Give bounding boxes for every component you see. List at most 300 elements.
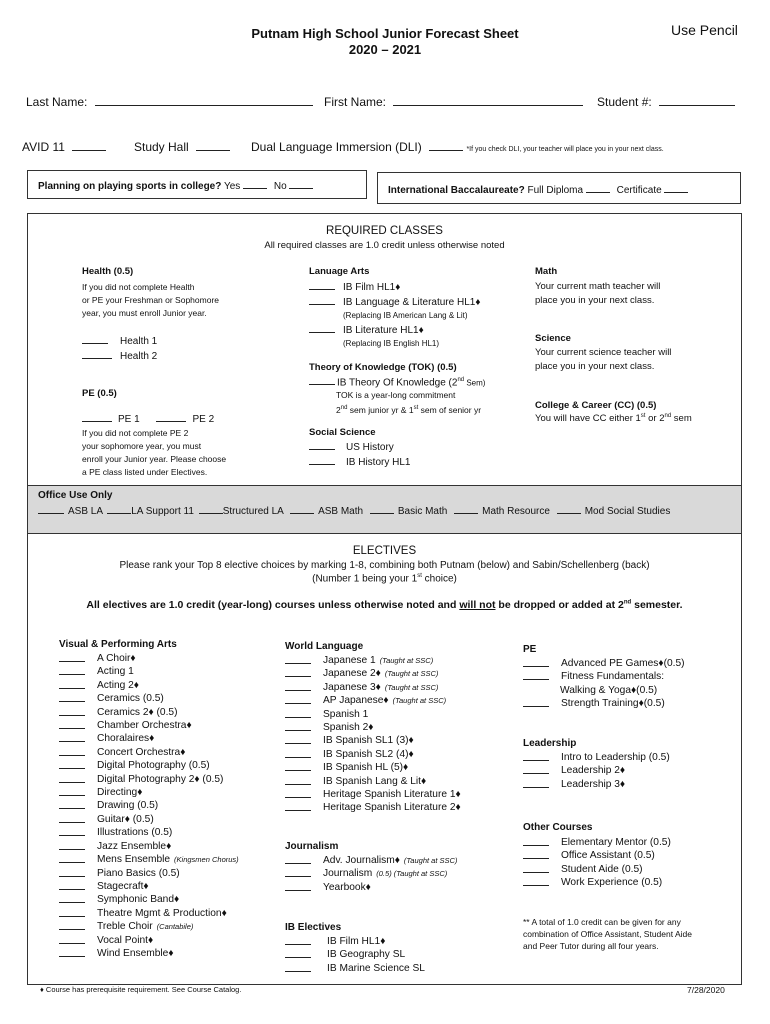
health-note bbox=[82, 281, 219, 320]
journalism-note: (Taught at SSC) bbox=[403, 856, 458, 865]
ib-full-label: Full Diploma bbox=[527, 185, 584, 196]
leadership-label: Intro to Leadership (0.5) bbox=[561, 752, 670, 763]
sports-box bbox=[27, 170, 367, 199]
electives-instr-part: choice) bbox=[421, 573, 457, 585]
electives-instr-part: (Number 1 being your 1 bbox=[312, 573, 418, 585]
other-item bbox=[523, 863, 671, 876]
vpa-rank-field[interactable] bbox=[59, 867, 85, 877]
ib-box bbox=[377, 172, 741, 204]
vpa-label: Guitar♦ (0.5) bbox=[97, 813, 154, 825]
health-note-line: year, you must enroll Junior year. bbox=[82, 308, 207, 318]
leadership-item bbox=[523, 778, 670, 791]
la-title: Lanuage Arts bbox=[309, 266, 370, 277]
vpa-label: Theatre Mgmt & Production♦ bbox=[97, 907, 227, 919]
wl-item bbox=[285, 694, 461, 707]
wl-item bbox=[285, 667, 461, 680]
wl-note: (Taught at SSC) bbox=[379, 656, 434, 665]
journalism-rank-field[interactable] bbox=[285, 854, 311, 864]
wl-list bbox=[285, 654, 461, 815]
vpa-rank-field[interactable] bbox=[59, 665, 85, 675]
wl-label: Japanese 2♦ bbox=[323, 668, 381, 680]
electives-instr-1: Please rank your Top 8 elective choices by marking 1-8, combining both Putnam (below) and Sabin/Schellenberg (back) bbox=[119, 560, 650, 571]
wl-item bbox=[285, 788, 461, 801]
other-item bbox=[523, 849, 671, 862]
math-note bbox=[535, 280, 660, 307]
vpa-rank-field[interactable] bbox=[59, 947, 85, 957]
vpa-item bbox=[59, 867, 239, 880]
vpa-label: Piano Basics (0.5) bbox=[97, 867, 180, 879]
ib-full-field[interactable] bbox=[586, 183, 610, 193]
vpa-item bbox=[59, 853, 239, 866]
math-note-line: Your current math teacher will bbox=[535, 281, 661, 292]
first-name-row bbox=[324, 95, 583, 109]
vpa-label: Illustrations (0.5) bbox=[97, 827, 173, 839]
ib-cert-field[interactable] bbox=[664, 183, 688, 193]
dli-note: *If you check DLI, your teacher will place you in your next class. bbox=[466, 146, 664, 153]
vpa-label: Chamber Orchestra♦ bbox=[97, 720, 192, 732]
basic-math-field[interactable] bbox=[370, 504, 394, 514]
journalism-label: Yearbook♦ bbox=[323, 881, 371, 893]
sports-yes-field[interactable] bbox=[243, 179, 267, 189]
journalism-title: Journalism bbox=[285, 841, 339, 852]
wl-label: IB Spanish SL1 (3)♦ bbox=[323, 735, 414, 747]
la-langlit-label: IB Language & Literature HL1♦ bbox=[343, 296, 481, 308]
wl-rank-field[interactable] bbox=[285, 667, 311, 677]
other-list bbox=[523, 836, 671, 890]
wl-note: (Taught at SSC) bbox=[384, 682, 439, 692]
health-2-field[interactable] bbox=[82, 349, 112, 359]
health-note-line: or PE your Freshman or Sophomore bbox=[82, 295, 220, 305]
vpa-list bbox=[59, 652, 239, 960]
vpa-item bbox=[59, 665, 239, 678]
avid-row bbox=[22, 140, 106, 154]
leadership-list bbox=[523, 751, 670, 791]
ss-options bbox=[309, 440, 410, 470]
vpa-item bbox=[59, 826, 239, 839]
wl-rank-field[interactable] bbox=[285, 734, 311, 744]
wl-rank-field[interactable] bbox=[285, 708, 311, 718]
wl-label: Japanese 1 bbox=[323, 655, 376, 666]
dli-field[interactable] bbox=[429, 141, 463, 151]
vpa-rank-field[interactable] bbox=[59, 934, 85, 944]
la-support-label: LA Support 11 bbox=[131, 506, 194, 517]
ib-elective-label: IB Marine Science SL bbox=[327, 962, 425, 974]
vpa-rank-field[interactable] bbox=[59, 679, 85, 689]
wl-item bbox=[285, 708, 461, 721]
science-note-line: Your current science teacher will bbox=[535, 347, 672, 358]
tok-note-2-sup: st bbox=[413, 405, 419, 412]
vpa-label: Wind Ensemble♦ bbox=[97, 947, 174, 959]
sports-row bbox=[38, 179, 313, 192]
vpa-rank-field[interactable] bbox=[59, 692, 85, 702]
wl-note: (Taught at SSC) bbox=[392, 696, 447, 706]
pe-note-line: a PE class listed under Electives. bbox=[82, 467, 208, 477]
wl-rank-field[interactable] bbox=[285, 788, 311, 798]
math-resource-field[interactable] bbox=[454, 504, 478, 514]
wl-label: Heritage Spanish Literature 2♦ bbox=[323, 802, 461, 814]
vpa-rank-field[interactable] bbox=[59, 706, 85, 716]
wl-rank-field[interactable] bbox=[285, 748, 311, 758]
wl-title: World Language bbox=[285, 641, 364, 652]
wl-label: Spanish 2♦ bbox=[323, 722, 374, 734]
student-number-field[interactable] bbox=[659, 96, 735, 106]
wl-rank-field[interactable] bbox=[285, 801, 311, 811]
other-item bbox=[523, 876, 671, 889]
study-hall-row bbox=[134, 140, 230, 154]
other-rank-field[interactable] bbox=[523, 863, 549, 873]
page-title: Putnam High School Junior Forecast Sheet bbox=[251, 26, 519, 41]
vpa-rank-field[interactable] bbox=[59, 746, 85, 756]
vpa-rank-field[interactable] bbox=[59, 786, 85, 796]
wl-label: Spanish 1 bbox=[323, 708, 369, 720]
leadership-rank-field[interactable] bbox=[523, 764, 549, 774]
structured-la-label: Structured LA bbox=[222, 506, 284, 517]
journalism-list bbox=[285, 854, 457, 894]
wl-item bbox=[285, 761, 461, 774]
la-langlit-field[interactable] bbox=[309, 295, 335, 305]
wl-item bbox=[285, 681, 461, 694]
other-label: Work Experience (0.5) bbox=[561, 877, 663, 889]
mod-social-label: Mod Social Studies bbox=[584, 506, 671, 517]
vpa-note: (Cantabile) bbox=[156, 922, 194, 932]
vpa-rank-field[interactable] bbox=[59, 652, 85, 662]
mod-social-field[interactable] bbox=[557, 504, 581, 514]
cc-note-sup: nd bbox=[664, 413, 672, 419]
vpa-item bbox=[59, 907, 239, 920]
other-note-line: combination of Office Assistant, Student Aide bbox=[523, 929, 692, 939]
us-history-label: US History bbox=[346, 442, 394, 453]
office-title: Office Use Only bbox=[38, 490, 113, 501]
other-rank-field[interactable] bbox=[523, 876, 549, 886]
sports-no-field[interactable] bbox=[289, 179, 313, 189]
health-note-line: If you did not complete Health bbox=[82, 282, 195, 292]
avid-field[interactable] bbox=[72, 141, 106, 151]
wl-label: IB Spanish Lang & Lit♦ bbox=[323, 775, 427, 787]
first-name-field[interactable] bbox=[393, 96, 583, 106]
vpa-note: (Kingsmen Chorus) bbox=[174, 855, 239, 865]
vpa-rank-field[interactable] bbox=[59, 719, 85, 729]
ss-title: Social Science bbox=[309, 427, 376, 438]
asb-la-label: ASB LA bbox=[68, 506, 103, 517]
first-name-label: First Name: bbox=[324, 95, 387, 109]
wl-item bbox=[285, 654, 461, 667]
la-film-label: IB Film HL1♦ bbox=[343, 282, 401, 293]
vpa-label: Mens Ensemble bbox=[97, 854, 171, 866]
structured-la-field[interactable] bbox=[199, 504, 223, 514]
vpa-item bbox=[59, 880, 239, 893]
vpa-label: Directing♦ bbox=[97, 787, 143, 799]
electives-rule-part: semester. bbox=[631, 599, 683, 611]
required-title: REQUIRED CLASSES bbox=[326, 225, 443, 237]
journalism-label: Adv. Journalism♦ bbox=[323, 855, 400, 866]
wl-rank-field[interactable] bbox=[285, 761, 311, 771]
vpa-label: Jazz Ensemble♦ bbox=[97, 840, 172, 852]
health-options bbox=[82, 334, 157, 364]
vpa-label: Acting 1 bbox=[97, 666, 134, 678]
journalism-item bbox=[285, 881, 457, 894]
journalism-item bbox=[285, 854, 457, 867]
vpa-rank-field[interactable] bbox=[59, 826, 85, 836]
vpa-item bbox=[59, 679, 239, 692]
wl-label: Heritage Spanish Literature 1♦ bbox=[323, 789, 461, 801]
other-note-line: and Peer Tutor during all four years. bbox=[523, 941, 659, 951]
tok-field[interactable] bbox=[309, 375, 335, 385]
pe-elective-field[interactable] bbox=[523, 670, 549, 680]
vpa-label: Digital Photography (0.5) bbox=[97, 760, 210, 772]
cc-note-part: sem bbox=[671, 413, 692, 425]
vpa-label: Drawing (0.5) bbox=[97, 800, 159, 812]
ib-elective-label: IB Film HL1♦ bbox=[327, 936, 386, 947]
journalism-rank-field[interactable] bbox=[285, 881, 311, 891]
asb-la-field[interactable] bbox=[38, 504, 64, 514]
la-options bbox=[309, 280, 480, 351]
leadership-item bbox=[523, 751, 670, 764]
la-support-field[interactable] bbox=[107, 504, 131, 514]
tok-label: IB Theory Of Knowledge (2 bbox=[337, 377, 458, 389]
electives-rule-part: All electives are 1.0 credit (year-long) courses unless otherwise noted and bbox=[86, 599, 460, 611]
tok-note-2 bbox=[309, 402, 485, 417]
other-label: Student Aide (0.5) bbox=[561, 863, 643, 875]
ib-elective-field[interactable] bbox=[285, 948, 311, 958]
sports-no-label: No bbox=[273, 181, 287, 192]
office-items bbox=[38, 504, 670, 517]
vpa-rank-field[interactable] bbox=[59, 732, 85, 742]
pe-elective-label-cont: Walking & Yoga♦(0.5) bbox=[560, 684, 658, 696]
other-label: Elementary Mentor (0.5) bbox=[561, 837, 671, 848]
tok-note-2-part: 2 bbox=[336, 405, 341, 416]
vpa-item bbox=[59, 706, 239, 719]
sports-yes-label: Yes bbox=[223, 181, 241, 192]
la-lit-label: IB Literature HL1♦ bbox=[343, 324, 424, 336]
tok-title: Theory of Knowledge (TOK) (0.5) bbox=[309, 362, 457, 373]
study-hall-field[interactable] bbox=[196, 141, 230, 151]
vpa-label: Choralaires♦ bbox=[97, 733, 155, 745]
vpa-item bbox=[59, 813, 239, 826]
dli-row bbox=[251, 140, 664, 154]
vpa-item bbox=[59, 652, 239, 665]
footer-date: 7/28/2020 bbox=[687, 985, 725, 995]
vpa-label: Ceramics (0.5) bbox=[97, 693, 164, 705]
science-title: Science bbox=[535, 333, 571, 344]
vpa-item bbox=[59, 840, 239, 853]
tok-options bbox=[309, 374, 485, 417]
tok-note-1: TOK is a year-long commitment bbox=[336, 390, 456, 401]
avid-label: AVID 11 bbox=[22, 140, 65, 154]
la-note-1: (Replacing IB American Lang & Lit) bbox=[343, 311, 468, 320]
pe-note-line: enroll your Junior year. Please choose bbox=[82, 454, 227, 464]
pe-elective-label: Fitness Fundamentals: bbox=[561, 671, 665, 683]
science-note bbox=[535, 346, 671, 373]
cc-note-part: You will have CC either 1 bbox=[535, 413, 641, 425]
vpa-item bbox=[59, 759, 239, 772]
vpa-label: Acting 2♦ bbox=[97, 679, 140, 691]
leadership-rank-field[interactable] bbox=[523, 778, 549, 788]
la-lit-field[interactable] bbox=[309, 323, 335, 333]
pe-2-field[interactable] bbox=[156, 412, 186, 422]
pe-note bbox=[82, 427, 226, 479]
last-name-label: Last Name: bbox=[26, 95, 88, 109]
basic-math-label: Basic Math bbox=[397, 506, 448, 517]
wl-item bbox=[285, 801, 461, 814]
ib-elective-field[interactable] bbox=[285, 962, 311, 972]
wl-rank-field[interactable] bbox=[285, 681, 311, 691]
wl-item bbox=[285, 748, 461, 761]
math-title: Math bbox=[535, 266, 558, 277]
student-number-row bbox=[597, 95, 735, 109]
ib-row bbox=[388, 183, 688, 196]
pe-electives-list bbox=[523, 657, 685, 711]
vpa-rank-field[interactable] bbox=[59, 799, 85, 809]
ib-electives-title: IB Electives bbox=[285, 922, 342, 933]
ib-history-label: IB History HL1 bbox=[346, 457, 411, 468]
vpa-item bbox=[59, 732, 239, 745]
dli-label: Dual Language Immersion (DLI) bbox=[251, 140, 422, 154]
journalism-note: (0.5) (Taught at SSC) bbox=[376, 869, 448, 879]
school-year: 2020 – 2021 bbox=[348, 42, 422, 57]
wl-item bbox=[285, 734, 461, 747]
health-2-label: Health 2 bbox=[120, 351, 158, 362]
electives-instr-sup: st bbox=[417, 573, 422, 579]
vpa-item bbox=[59, 947, 239, 960]
study-hall-label: Study Hall bbox=[134, 140, 189, 154]
vpa-rank-field[interactable] bbox=[59, 907, 85, 917]
asb-math-label: ASB Math bbox=[318, 506, 364, 517]
vpa-label: Concert Orchestra♦ bbox=[97, 746, 186, 758]
other-rank-field[interactable] bbox=[523, 849, 549, 859]
other-rank-field[interactable] bbox=[523, 836, 549, 846]
vpa-rank-field[interactable] bbox=[59, 840, 85, 850]
wl-rank-field[interactable] bbox=[285, 654, 311, 664]
pe-2-label: PE 2 bbox=[192, 414, 215, 425]
cc-note bbox=[535, 413, 692, 424]
vpa-label: Vocal Point♦ bbox=[97, 934, 154, 946]
other-note-line: ** A total of 1.0 credit can be given for any bbox=[523, 917, 681, 927]
vpa-item bbox=[59, 786, 239, 799]
vpa-label: Stagecraft♦ bbox=[97, 880, 149, 892]
electives-rule-part: be dropped or added at 2 bbox=[495, 599, 624, 611]
pe-options bbox=[82, 412, 214, 425]
last-name-field[interactable] bbox=[95, 96, 313, 106]
other-label: Office Assistant (0.5) bbox=[561, 850, 655, 862]
pe-elective-field[interactable] bbox=[523, 697, 549, 707]
pe-elective-label: Advanced PE Games♦(0.5) bbox=[561, 658, 685, 669]
vpa-rank-field[interactable] bbox=[59, 773, 85, 783]
electives-rule-sup: nd bbox=[623, 599, 632, 606]
vpa-rank-field[interactable] bbox=[59, 813, 85, 823]
journalism-item bbox=[285, 867, 457, 880]
vpa-item bbox=[59, 799, 239, 812]
tok-note-2-part: sem junior yr & 1 bbox=[347, 405, 414, 416]
wl-label: IB Spanish SL2 (4)♦ bbox=[323, 748, 414, 760]
leadership-item bbox=[523, 764, 670, 777]
vpa-rank-field[interactable] bbox=[59, 893, 85, 903]
required-subtitle: All required classes are 1.0 credit unless otherwise noted bbox=[264, 240, 505, 251]
health-1-field[interactable] bbox=[82, 334, 108, 344]
journalism-rank-field[interactable] bbox=[285, 867, 311, 877]
vpa-item bbox=[59, 920, 239, 933]
other-note bbox=[523, 916, 692, 952]
vpa-item bbox=[59, 773, 239, 786]
wl-item bbox=[285, 721, 461, 734]
math-resource-label: Math Resource bbox=[482, 506, 550, 517]
wl-note: (Taught at SSC) bbox=[384, 669, 439, 679]
leadership-label: Leadership 3♦ bbox=[561, 778, 626, 790]
vpa-label: Ceramics 2♦ (0.5) bbox=[97, 706, 178, 718]
vpa-label: Digital Photography 2♦ (0.5) bbox=[97, 773, 224, 785]
pe-note-line: If you did not complete PE 2 bbox=[82, 428, 189, 438]
vpa-item bbox=[59, 746, 239, 759]
student-number-label: Student #: bbox=[597, 95, 652, 109]
vpa-label: Symphonic Band♦ bbox=[97, 894, 180, 906]
wl-rank-field[interactable] bbox=[285, 775, 311, 785]
leadership-rank-field[interactable] bbox=[523, 751, 549, 761]
vpa-item bbox=[59, 692, 239, 705]
vpa-item bbox=[59, 934, 239, 947]
vpa-rank-field[interactable] bbox=[59, 759, 85, 769]
wl-item bbox=[285, 775, 461, 788]
tok-sup: nd bbox=[457, 377, 465, 383]
wl-label: IB Spanish HL (5)♦ bbox=[323, 762, 409, 774]
pe-note-line: your sophomore year, you must bbox=[82, 441, 202, 451]
vpa-item bbox=[59, 719, 239, 732]
journalism-label: Journalism bbox=[323, 868, 373, 880]
vpa-label: Treble Choir bbox=[97, 921, 153, 933]
ib-cert-label: Certificate bbox=[616, 185, 662, 196]
science-note-line: place you in your next class. bbox=[535, 360, 655, 372]
us-history-field[interactable] bbox=[309, 440, 335, 450]
la-film-field[interactable] bbox=[309, 280, 335, 290]
ib-elective-field[interactable] bbox=[285, 935, 311, 945]
cc-note-sup: st bbox=[640, 413, 646, 419]
wl-rank-field[interactable] bbox=[285, 721, 311, 731]
cc-title: College & Career (CC) (0.5) bbox=[535, 400, 657, 411]
leadership-title: Leadership bbox=[523, 738, 577, 749]
health-1-label: Health 1 bbox=[120, 336, 158, 347]
electives-title: ELECTIVES bbox=[352, 545, 417, 557]
vpa-rank-field[interactable] bbox=[59, 880, 85, 890]
asb-math-field[interactable] bbox=[290, 504, 314, 514]
pe-elective-label: Strength Training♦(0.5) bbox=[561, 698, 665, 710]
tok-label-end: Sem) bbox=[464, 378, 486, 388]
ib-history-field[interactable] bbox=[309, 455, 335, 465]
cc-note-part: or 2 bbox=[645, 413, 665, 425]
vpa-label: A Choir♦ bbox=[97, 653, 136, 664]
wl-rank-field[interactable] bbox=[285, 694, 311, 704]
wl-label: AP Japanese♦ bbox=[323, 695, 389, 707]
pe-title: PE (0.5) bbox=[82, 388, 117, 399]
pe-elective-field[interactable] bbox=[523, 657, 549, 667]
footer-note: ♦ Course has prerequisite requirement. See Course Catalog. bbox=[40, 985, 242, 994]
electives-rule-emph: will not bbox=[459, 599, 496, 611]
electives-instr-2 bbox=[27, 573, 742, 584]
pe-1-field[interactable] bbox=[82, 412, 112, 422]
sports-question: Planning on playing sports in college? bbox=[38, 181, 222, 192]
leadership-label: Leadership 2♦ bbox=[561, 765, 626, 777]
la-note-2: (Replacing IB English HL1) bbox=[343, 339, 440, 348]
wl-label: Japanese 3♦ bbox=[323, 681, 381, 693]
vpa-rank-field[interactable] bbox=[59, 853, 85, 863]
vpa-item bbox=[59, 893, 239, 906]
tok-note-2-sup: nd bbox=[340, 405, 348, 412]
use-pencil-note: Use Pencil bbox=[671, 22, 738, 38]
vpa-title: Visual & Performing Arts bbox=[59, 639, 177, 650]
pe-1-label: PE 1 bbox=[118, 414, 140, 425]
vpa-rank-field[interactable] bbox=[59, 920, 85, 930]
last-name-row bbox=[26, 95, 313, 109]
pe-electives-title: PE bbox=[523, 644, 537, 655]
other-item bbox=[523, 836, 671, 849]
tok-note-2-part: sem of senior yr bbox=[418, 405, 482, 416]
